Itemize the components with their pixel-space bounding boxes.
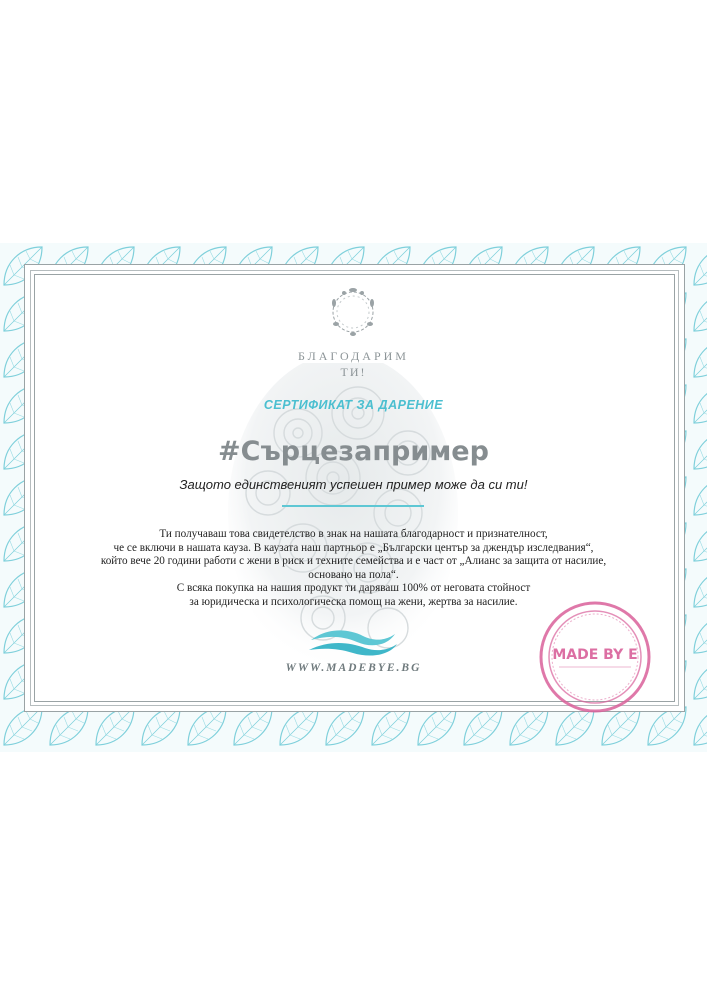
- body-line: за юридическа и психологическа помощ на жени, жертва за насилие.: [189, 595, 518, 608]
- certificate-title: СЕРТИФИКАТ ЗА ДАРЕНИЕ: [263, 398, 444, 412]
- certificate: [0, 243, 707, 752]
- wave-logo-icon: [307, 626, 399, 658]
- floral-wreath-icon: [322, 281, 384, 343]
- campaign-hashtag: #Сърцезапример: [218, 436, 489, 467]
- thanks-subheading: ТИ!: [340, 365, 367, 379]
- tagline: Защото единственият успешен пример може да си ти!: [179, 477, 528, 492]
- divider: [282, 505, 424, 507]
- body-line: Ти получаваш това свидетелство в знак на нашата благодарност и признателност,: [159, 528, 548, 540]
- stamp-text: MADE BY E: [552, 647, 638, 663]
- body-line: основано на пола“.: [308, 568, 399, 581]
- body-line: С всяка покупка на нашия продукт ти даряваш 100% от неговата стойност: [176, 582, 531, 595]
- website-link[interactable]: WWW.MADEBYE.BG: [285, 662, 422, 674]
- body-line: че се включи в нашата кауза. В каузата наш партньор е „Български център за джендър изследвания“,: [113, 541, 594, 554]
- body-line: който вече 20 години работи с жени в риск и техните семейства и е част от „Алианс за защита от насилие,: [100, 555, 607, 568]
- made-by-e-stamp: [537, 599, 653, 715]
- certificate-body: [80, 528, 627, 610]
- thanks-heading: БЛАГОДАРИМ: [298, 349, 409, 363]
